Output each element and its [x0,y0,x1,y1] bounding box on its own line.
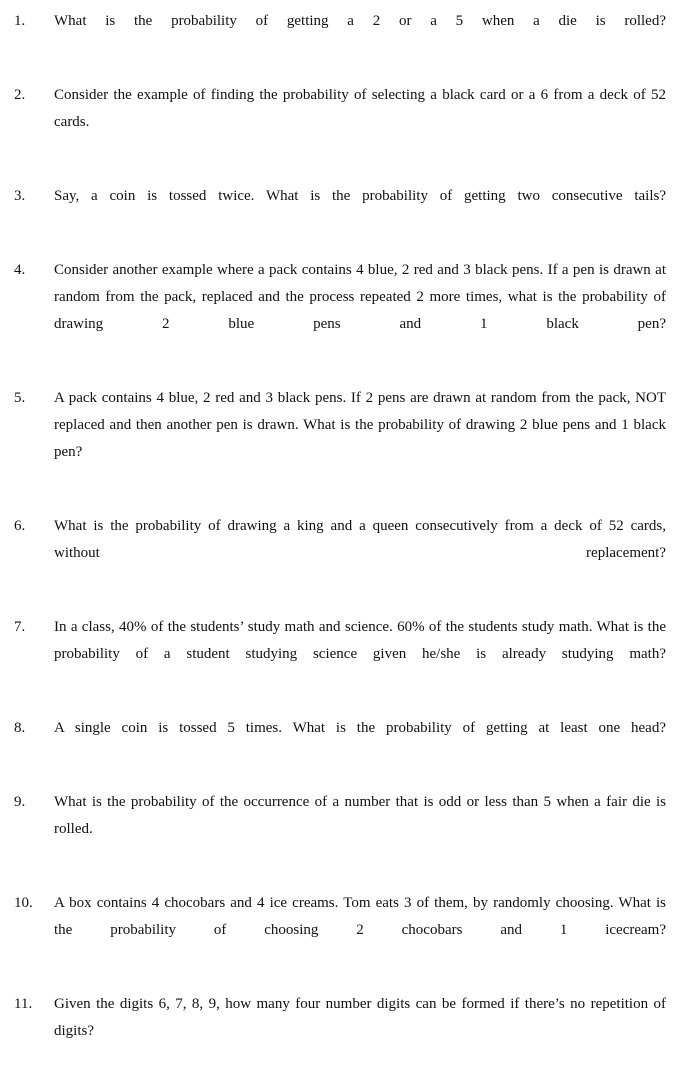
question-text: What is the probability of the occurrence of a number that is odd or less than 5 when a fair die is rolled. [54,794,666,837]
question-number: 10. [14,895,33,911]
question-list [8,8,672,1072]
list-item [8,715,672,769]
list-item [8,890,672,971]
question-text: In a class, 40% of the students’ study math and science. 60% of the students study math. What is the probability of a student studying science given he/she is already studying math? [54,619,666,662]
list-item [8,82,672,163]
question-text: Given the digits 6, 7, 8, 9, how many four number digits can be formed if there’s no repetition of digits? [54,996,666,1039]
list-item [8,8,672,62]
list-item [8,614,672,695]
list-item [8,789,672,870]
question-text: What is the probability of getting a 2 or a 5 when a die is rolled? [54,13,666,29]
question-text: Consider the example of finding the probability of selecting a black card or a 6 from a deck of 52 cards. [54,87,666,130]
question-text: Consider another example where a pack contains 4 blue, 2 red and 3 black pens. If a pen is drawn at random from the pack, replaced and the process repeated 2 more times, what is the probability of drawing 2 blue pens and 1 black pen? [54,262,666,332]
question-number: 7. [14,619,26,635]
list-item [8,183,672,237]
list-item [8,385,672,493]
question-number: 4. [14,262,26,278]
question-number: 11. [14,996,33,1012]
question-number: 5. [14,390,26,406]
question-text: A box contains 4 chocobars and 4 ice creams. Tom eats 3 of them, by randomly choosing. What is the probability of choosing 2 chocobars and 1 icecream? [54,895,666,938]
question-number: 9. [14,794,26,810]
question-text: A pack contains 4 blue, 2 red and 3 black pens. If 2 pens are drawn at random from the pack, NOT replaced and then another pen is drawn. What is the probability of drawing 2 blue pens and 1 black pen? [54,390,666,460]
question-number: 2. [14,87,26,103]
list-item [8,513,672,594]
list-item [8,991,672,1072]
question-number: 1. [14,13,26,29]
list-item [8,257,672,365]
question-number: 8. [14,720,26,736]
question-text: What is the probability of drawing a king and a queen consecutively from a deck of 52 cards, without replacement? [54,518,666,561]
question-number: 3. [14,188,26,204]
question-text: Say, a coin is tossed twice. What is the probability of getting two consecutive tails? [54,188,666,204]
question-text: A single coin is tossed 5 times. What is the probability of getting at least one head? [54,720,666,736]
question-number: 6. [14,518,26,534]
